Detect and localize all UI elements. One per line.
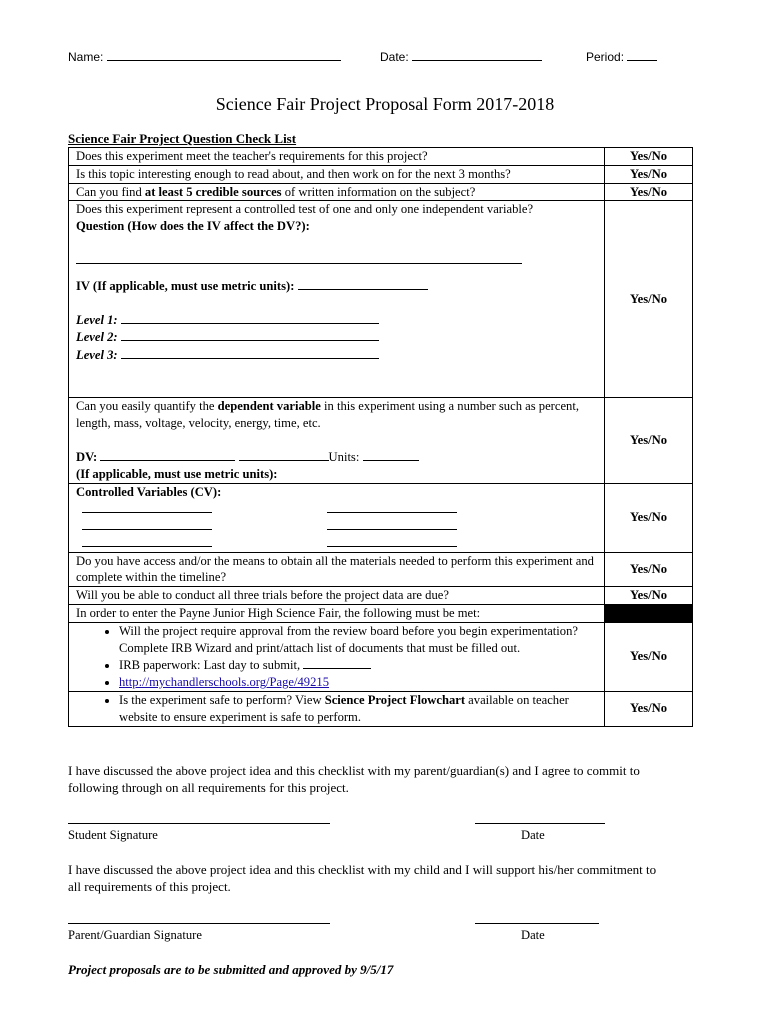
table-row [69,604,693,622]
table-row [69,183,693,201]
level-1-line[interactable] [121,311,379,324]
level-2-label: Level 2: [76,330,118,345]
irb-link[interactable]: http://mychandlerschools.org/Page/49215 [119,675,329,690]
table-row [69,691,693,726]
submission-deadline-note: Project proposals are to be submitted and approved by 9/5/17 [68,962,394,977]
question-cell: Will you be able to conduct all three trials before the project data are due? [69,587,605,605]
iv-label: IV (If applicable, must use metric units): [76,278,295,293]
table-row [69,622,693,691]
yes-no-answer[interactable]: Yes/No [605,691,693,726]
question-cell: Can you easily quantify the dependent variable in this experiment using a number such as percent, length, mass, voltage, velocity, energy, time, etc. DV: Units: (If applicable, must use metric units): [69,398,605,483]
question-cell [69,201,605,398]
question-cell [69,483,605,552]
question-cell: In order to enter the Payne Junior High Science Fair, the following must be met: [69,604,605,622]
period-field[interactable] [586,48,657,64]
yes-no-answer[interactable]: Yes/No [605,587,693,605]
name-field[interactable] [68,48,341,64]
table-row [69,398,693,483]
student-signature-line[interactable] [68,823,330,824]
date-line[interactable] [412,48,542,61]
question-cell [69,691,605,726]
parent-date-line[interactable] [475,923,599,924]
question-cell: Is this topic interesting enough to read about, and then work on for the next 3 months? [69,165,605,183]
question-cell [69,622,605,691]
yes-no-answer[interactable]: Yes/No [605,483,693,552]
parent-signature-label: Parent/Guardian Signature [68,928,202,942]
level-3-label: Level 3: [76,348,118,363]
iv-question-text: Does this experiment represent a controlled test of one and only one independent variable? [76,202,534,217]
checklist-title: Science Fair Project Question Check List [68,131,297,146]
dv-line-2[interactable] [239,448,329,461]
level-1-label: Level 1: [76,312,118,327]
irb-date-line[interactable] [303,656,371,669]
name-line[interactable] [107,48,341,61]
dv-line[interactable] [100,448,235,461]
question-line[interactable] [76,251,522,264]
table-row [69,201,693,398]
irb-link-item [119,674,604,691]
question-cell: Can you find at least 5 credible sources of written information on the subject? [69,183,605,201]
date-label: Date: [380,50,409,64]
parent-signature-line[interactable] [68,923,330,924]
irb-approval-item: • Will the project require approval from the review board before you begin experimentation? Complete IRB Wizard and print/attach list of documents that must be filled out. [119,623,604,657]
parent-date-label: Date [521,928,545,942]
yes-no-answer[interactable]: Yes/No [605,148,693,166]
blacked-out-cell [605,604,693,622]
yes-no-answer[interactable]: Yes/No [605,165,693,183]
table-row [69,483,693,552]
yes-no-answer[interactable]: Yes/No [605,622,693,691]
iv-line[interactable] [298,277,428,290]
dv-label: DV: [76,449,98,464]
cv-lines-row[interactable] [76,534,604,551]
level-2-line[interactable] [121,328,379,341]
period-line[interactable] [627,48,657,61]
cv-lines-row[interactable] [76,517,604,534]
units-label: Units: [328,449,360,464]
iv-question-label: Question (How does the IV affect the DV?): [76,219,310,234]
yes-no-answer[interactable]: Yes/No [605,183,693,201]
table-row [69,165,693,183]
yes-no-answer[interactable]: Yes/No [605,552,693,587]
question-cell: Does this experiment meet the teacher's requirements for this project? [69,148,605,166]
cv-lines-row[interactable] [76,500,604,517]
irb-deadline-item: • IRB paperwork: Last day to submit, [119,656,604,674]
date-field[interactable] [380,48,542,64]
period-label: Period: [586,50,625,64]
question-cell: Do you have access and/or the means to obtain all the materials needed to perform this experiment and complete within the timeline? [69,552,605,587]
table-row [69,148,693,166]
level-3-line[interactable] [121,346,379,359]
checklist-table [68,147,693,727]
yes-no-answer[interactable]: Yes/No [605,201,693,398]
page-title: Science Fair Project Proposal Form 2017-2018 [215,94,555,114]
safety-item: • Is the experiment safe to perform? View Science Project Flowchart available on teacher website to ensure experiment is safe to perform. [119,692,604,726]
units-line[interactable] [363,448,419,461]
cv-label: Controlled Variables (CV): [76,484,222,499]
student-date-label: Date [521,828,545,842]
table-row [69,587,693,605]
table-row [69,552,693,587]
student-signature-label: Student Signature [68,828,158,842]
name-label: Name: [68,50,104,64]
parent-statement: I have discussed the above project idea and this checklist with my child and I will support his/her commitment to all requirements of this project. [68,862,657,894]
student-date-line[interactable] [475,823,605,824]
metric-note: (If applicable, must use metric units): [76,466,278,481]
student-statement: I have discussed the above project idea and this checklist with my parent/guardian(s) and I agree to commit to following through on all requirements for this project. [68,763,640,795]
yes-no-answer[interactable]: Yes/No [605,398,693,483]
